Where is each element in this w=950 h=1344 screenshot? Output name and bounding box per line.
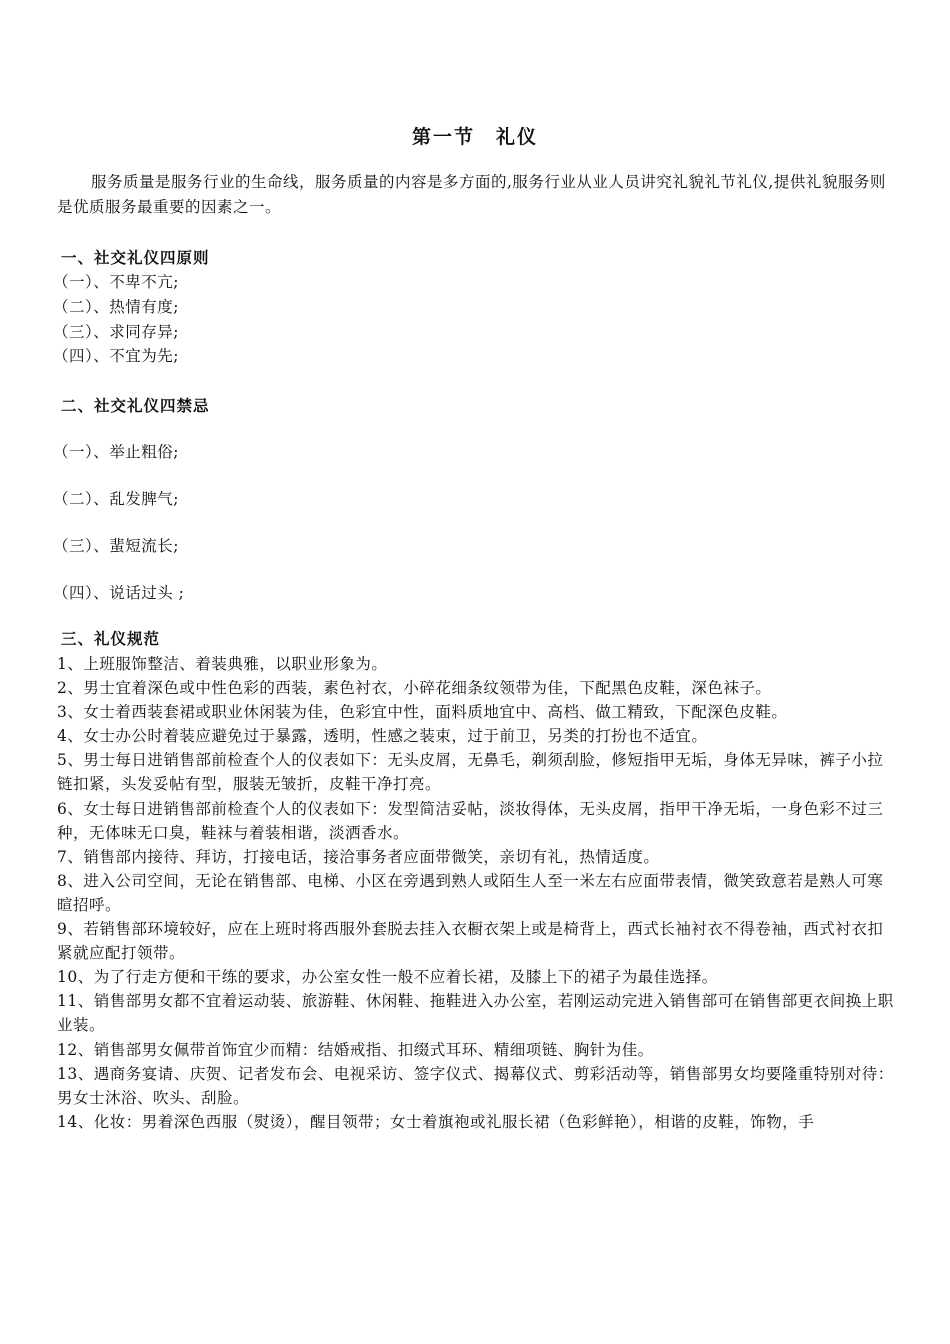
list-item: 3、女士着西装套裙或职业休闲装为佳，色彩宜中性，面料质地宜中、高档、做工精致，下配深色皮鞋。 xyxy=(57,703,788,722)
list-item: （三）、蜚短流长; xyxy=(53,537,179,555)
list-item: （四）、说话过头 ; xyxy=(53,584,185,602)
list-item: （二）、乱发脾气; xyxy=(53,490,179,508)
list-item: 1、上班服饰整洁、着装典雅，以职业形象为。 xyxy=(57,655,388,673)
list-item: （四）、不宜为先; xyxy=(53,347,179,365)
list-item: 4、女士办公时着装应避免过于暴露，透明，性感之装束，过于前卫，另类的打扮也不适宜。 xyxy=(57,727,708,746)
list-item: （一）、不卑不亢; xyxy=(53,273,179,291)
list-item: （三）、求同存异; xyxy=(53,323,179,341)
list-item: （二）、热情有度; xyxy=(53,298,179,316)
list-item: 11、销售部男女都不宜着运动装、旅游鞋、休闲鞋、拖鞋进入办公室，若刚运动完进入销售部可在销售部更衣间换上职业装。 xyxy=(57,992,894,1035)
list-item: 10、为了行走方便和干练的要求，办公室女性一般不应着长裙，及膝上下的裙子为最佳选择。 xyxy=(57,968,718,987)
list-item: （一）、举止粗俗; xyxy=(53,443,179,461)
section-heading-principles: 一、社交礼仪四原则 xyxy=(61,249,210,267)
list-item: 12、销售部男女佩带首饰宜少而精：结婚戒指、扣缀式耳环、精细项链、胸针为佳。 xyxy=(57,1040,654,1059)
list-item: 9、若销售部环境较好，应在上班时将西服外套脱去挂入衣橱衣架上或是椅背上，西式长袖衬衣不得卷袖，西式衬衣扣紧就应配打领带。 xyxy=(57,920,884,963)
list-item: 2、男士宜着深色或中性色彩的西装，素色衬衣，小碎花细条纹领带为佳，下配黑色皮鞋，深色袜子。 xyxy=(57,679,772,698)
list-item: 14、化妆：男着深色西服（熨烫），醒目领带；女士着旗袍或礼服长裙（色彩鲜艳），相谐的皮鞋，饰物，手 xyxy=(57,1112,815,1131)
list-item: 13、遇商务宴请、庆贺、记者发布会、电视采访、签字仪式、揭幕仪式、剪彩活动等，销售部男女均要隆重特别对待：男女士沐浴、吹头、刮脸。 xyxy=(57,1064,894,1107)
page-title: 第一节 礼仪 xyxy=(411,126,538,148)
list-item: 8、进入公司空间，无论在销售部、电梯、小区在旁遇到熟人或陌生人至一米左右应面带表情，微笑致意若是熟人可寒暄招呼。 xyxy=(57,871,884,914)
norms-list xyxy=(57,652,895,1134)
section-heading-norms: 三、礼仪规范 xyxy=(61,630,161,648)
intro-paragraph: 服务质量是服务行业的生命线，服务质量的内容是多方面的,服务行业从业人员讲究礼貌礼节礼仪,提供礼貌服务则是优质服务最重要的因素之一。 xyxy=(57,173,886,216)
section-heading-taboos: 二、社交礼仪四禁忌 xyxy=(61,397,210,415)
list-item: 6、女士每日进销售部前检查个人的仪表如下：发型简洁妥帖，淡妆得体，无头皮屑，指甲干净无垢，一身色彩不过三种，无体味无口臭，鞋袜与着装相谐，淡洒香水。 xyxy=(57,799,884,842)
list-item: 5、男士每日进销售部前检查个人的仪表如下：无头皮屑，无鼻毛，剃须刮脸，修短指甲无垢，身体无异味，裤子小拉链扣紧，头发妥帖有型，服装无皱折，皮鞋干净打亮。 xyxy=(57,751,884,794)
list-item: 7、销售部内接待、拜访，打接电话，接洽事务者应面带微笑，亲切有礼，热情适度。 xyxy=(57,847,660,866)
